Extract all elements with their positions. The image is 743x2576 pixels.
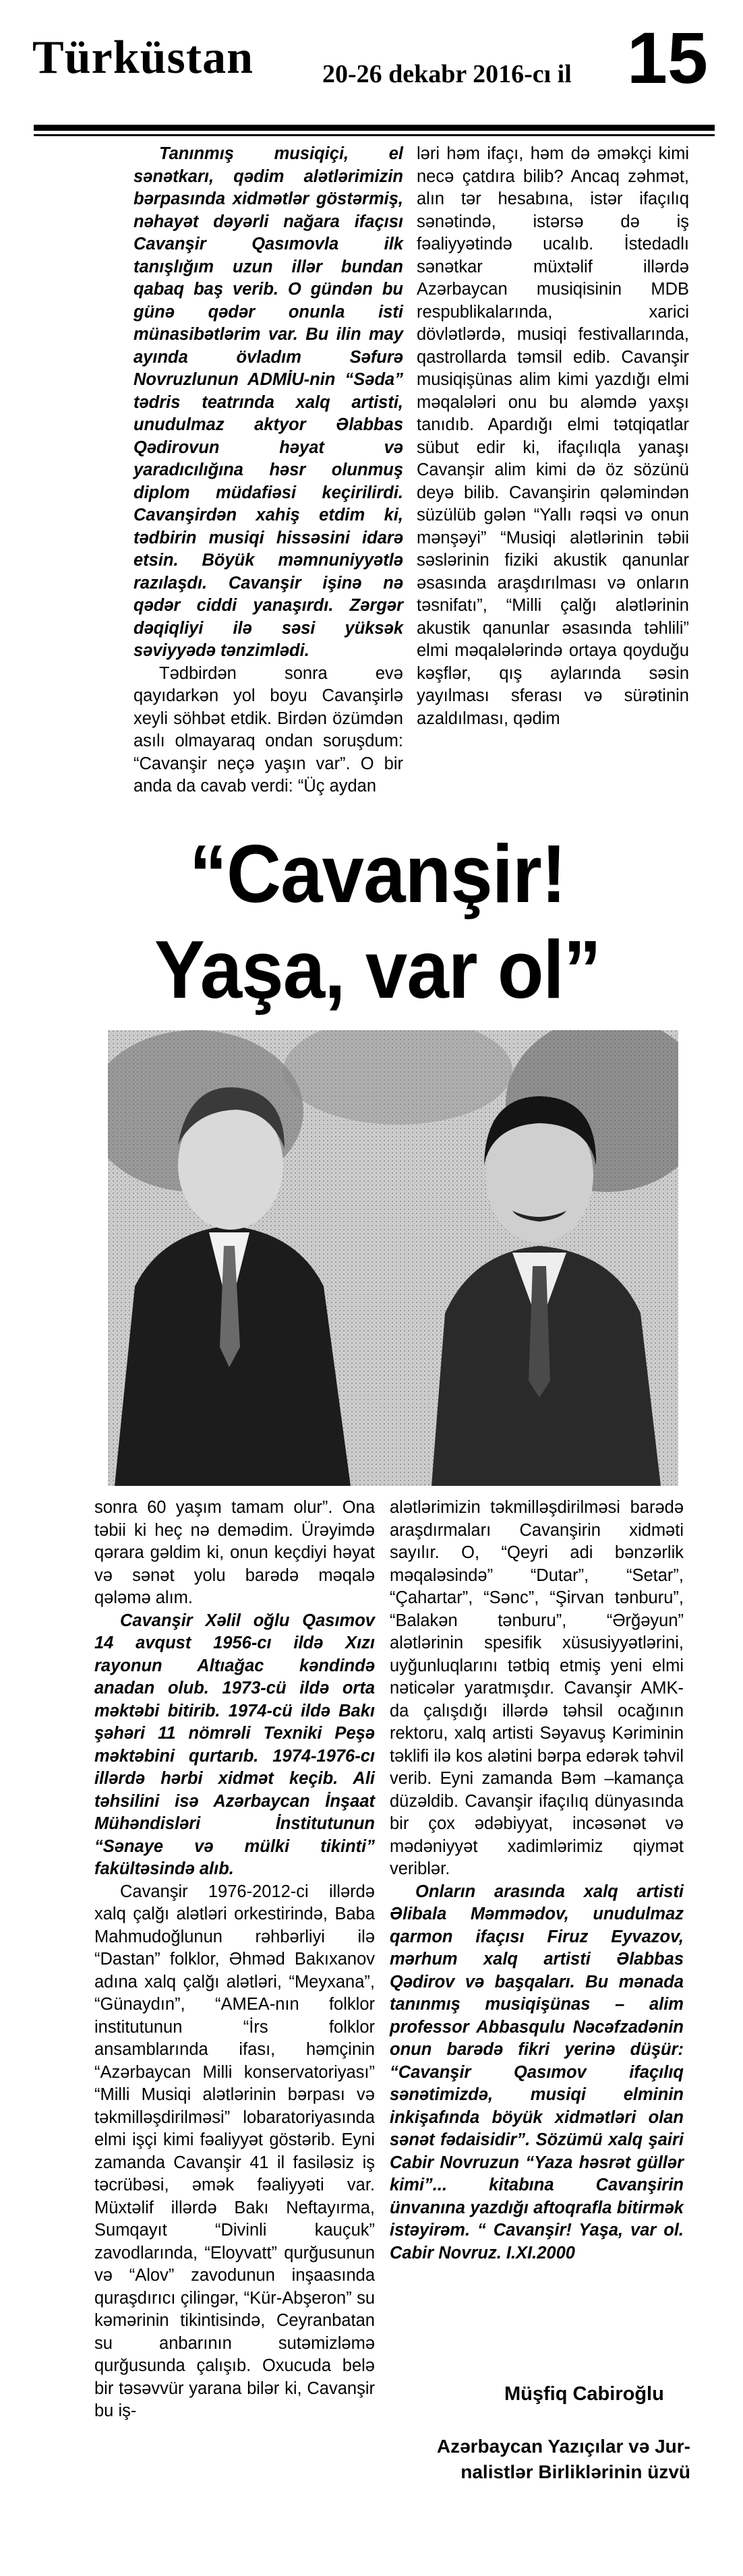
headline-line-2: Yaşa, var ol” (154, 924, 601, 1015)
page-number: 15 (626, 17, 708, 98)
masthead (32, 12, 713, 127)
masthead-rule-thick (34, 125, 715, 131)
article-quote-paragraph: Onların arasında xalq artisti Əlibala Məmmədov, unudulmaz qarmon ifaçısı Firuz Eyvazov, mərhum xalq artisti Əlabbas Qədirov və başqaları. Bu mənada tanınmış musiqişünas – alim professor Abbasqulu Nəcəfzadənin onun barədə fikri yerinə düşür: “Cavanşir Qasımov ifaçılıq sənətimizdə, musiqi elminin inkişafında böyük xidmətləri olan sənət fədaisidir”. Sözümü xalq şairi Cabir Novruzun “Yaza həsrət güllər kimi”... kitabına Cavanşirin ünvanına yazdığı aftoqrafla bitirmək istəyirəm. “ Cavanşir! Yaşa, var ol. Cabir Novruz. I.XI.2000 (390, 1882, 684, 2263)
article-column-1 (133, 143, 403, 798)
headline-line-1: “Cavanşir! (189, 828, 566, 920)
article-column-2 (417, 143, 689, 730)
masthead-rule-thin (34, 134, 715, 136)
article-paragraph: ləri həm ifaçı, həm də əməkçi kimi necə çatdıra bilib? Ancaq zəhmət, alın tər hesabına, istər ifaçılıq sənətində, istərsə də iş fəaliyyətində ucalıb. İstedadlı sənətkar müxtəlif illərdə Azərbaycan musiqisinin MDB respublikalarında, xarici dövlətlərdə, musiqi festivallarında, qastrollarda təmsil edib. Cavanşir musiqişünas alim kimi yazdığı elmi məqalələri onu bu aləmdə yaxşı tanıdıb. Apardığı elmi tətqiqatlar sübut edir ki, ifaçılıqla yanaşı Cavanşir alim kimi də öz sözünü deyə bilib. Cavanşirin qələmindən süzülüb gələn “Yallı rəqsi və onun mənşəyi” “Musiqi alətlərinin təbii səslərinin fiziki akustik qanunlar əsasında araşdırılması və onların təsnifatı”, “Milli çalğı alətlərinin akustik qanunlar əsasında təhlili” elmi məqalələrində ortaya qoyduğu kəşflər, qış aylarında səsin yayılması sferası və sürətinin azaldılması, qədim (417, 144, 689, 728)
article-lead: Tanınmış musiqiçi, el sənətkarı, qədim alətlərimizin bərpasında xidmətlər göstərmiş, nəhayət dəyərli nağara ifaçısı Cavanşir Qasımovla ilk tanışlığım uzun illər bundan qabaq baş verib. O gündən bu günə qədər onunla isti münasibətlərim var. Bu ilin may ayında övladım Səfurə Novruzlunun ADMİU-nin “Səda” tədris teatrında xalq artisti, unudulmaz aktyor Əlabbas Qədirovun həyat və yaradıcılığına həsr olunmuş diplom müdafiəsi keçirilirdi. Cavanşirdən xahiş etdim ki, tədbirin musiqi hissəsini idarə etsin. Böyük məmnuniyyətlə razılaşdı. Cavanşir işinə nə qədər ciddi yanaşırdı. Zərgər dəqiqliyi ilə səsi yüksək səviyyədə tənzimlədi. (133, 144, 403, 660)
article-column-3 (94, 1497, 375, 2423)
author-affiliation (382, 2434, 690, 2485)
issue-date: 20-26 dekabr 2016-cı il (322, 60, 572, 88)
article-headline (105, 826, 651, 1017)
article-bio-paragraph: Cavanşir Xəlil oğlu Qasımov 14 avqust 1956-cı ildə Xızı rayonun Altıağac kəndində anadan olub. 1973-cü ildə orta məktəbi bitirib. 1974-cü ildə Bakı şəhəri 11 nömrəli Texniki Peşə məktəbini qurtarıb. 1974-1976-cı illərdə hərbi xidmət keçib. Ali təhsilini isə Azərbaycan İnşaat Mühəndisləri İnstitutunun “Sənaye və mülki tikinti” fakültəsində alıb. (94, 1611, 375, 1878)
author-name: Müşfiq Cabiroğlu (504, 2383, 664, 2405)
photo-two-men-image (108, 1030, 678, 1486)
article-paragraph: Tədbirdən sonra evə qayıdarkən yol boyu Cavanşirlə xeyli söhbət etdik. Birdən özümdən asılı olmayaraq ondan soruşdum: “Cavanşir neçə yaşın var”. O bir anda da cavab verdi: “Üç aydan (133, 663, 403, 796)
article-column-4 (390, 1497, 684, 2265)
article-paragraph: Cavanşir 1976-2012-ci illərdə xalq çalğı alətləri orkestirində, Baba Mahmudoğlunun rəhbərliyi ilə “Dastan” folklor, Əhməd Bakıxanov adına xalq çalğı alətləri, “Meyxana”, “Günaydın”, “AMEA-nın folklor institutunun “İrs folklor ansamblarında ifası, həmçinin “Azərbaycan Milli konservatoriyası” “Milli Musiqi alətlərinin bərpası və təkmilləşdirilməsi” lobaratoriyasında elmi işçi kimi fəaliyyət göstərib. Eyni zamanda Cavanşir 41 il fasiləsiz iş təcrübəsi, əmək fəaliyyəti var. Müxtəlif illərdə Bakı Neftayırma, Sumqayıt “Divinli kauçuk” zavodlarında, “Eloyvatt” qurğusunun və “Alov” zavodunun inşaasında quraşdırıcı çilingər, “Kür-Abşeron” su kəmərinin tikintisində, Ceyranbatan su anbarının sutəmizləmə qurğusunda çalışıb. Oxucuda belə bir təsəvvür yarana bilər ki, Cavanşir bu iş- (94, 1882, 375, 2420)
article-photo (108, 1030, 678, 1486)
newspaper-title: Türküstan (32, 32, 254, 84)
author-affiliation-line-1: Azərbaycan Yazıçılar və Jur- (436, 2436, 690, 2457)
author-affiliation-line-2: nalistlər Birliklərinin üzvü (460, 2461, 690, 2482)
article-paragraph: alətlərimizin təkmilləşdirilməsi barədə araşdırmaları Cavanşirin xidməti sayılır. O, “Qeyri adi bənzərlik məqaləsində” “Dutar”, “Setar”, “Çahartar”, “Sənc”, “Şirvan tənburu”, “Balakən tənburu”, “Ərğəyun” alətlərinin spesifik xüsusiyyətlərini, uyğunluqlarını tətbiq etmiş yeni elmi nəticələr yaratmışdır. Cavanşir AMK-da çalışdığı illərdə təhsil ocağının rektoru, xalq artisti Səyavuş Kəriminin təklifi ilə kos alətini bərpa edərək təhvil verib. Eyni zamanda Bəm –kamança düzəldib. Cavanşir ifaçılıq dünyasında bir çox ədəbiyyat, incəsənət və mədəniyyət xadimlərimiz qiymət veriblər. (390, 1498, 684, 1878)
article-paragraph: sonra 60 yaşım tamam olur”. Ona təbii ki heç nə demədim. Ürəyimdə qərara gəldim ki, onun keçdiyi həyat və sənət yolu barədə məqalə qələmə alım. (94, 1498, 375, 1607)
